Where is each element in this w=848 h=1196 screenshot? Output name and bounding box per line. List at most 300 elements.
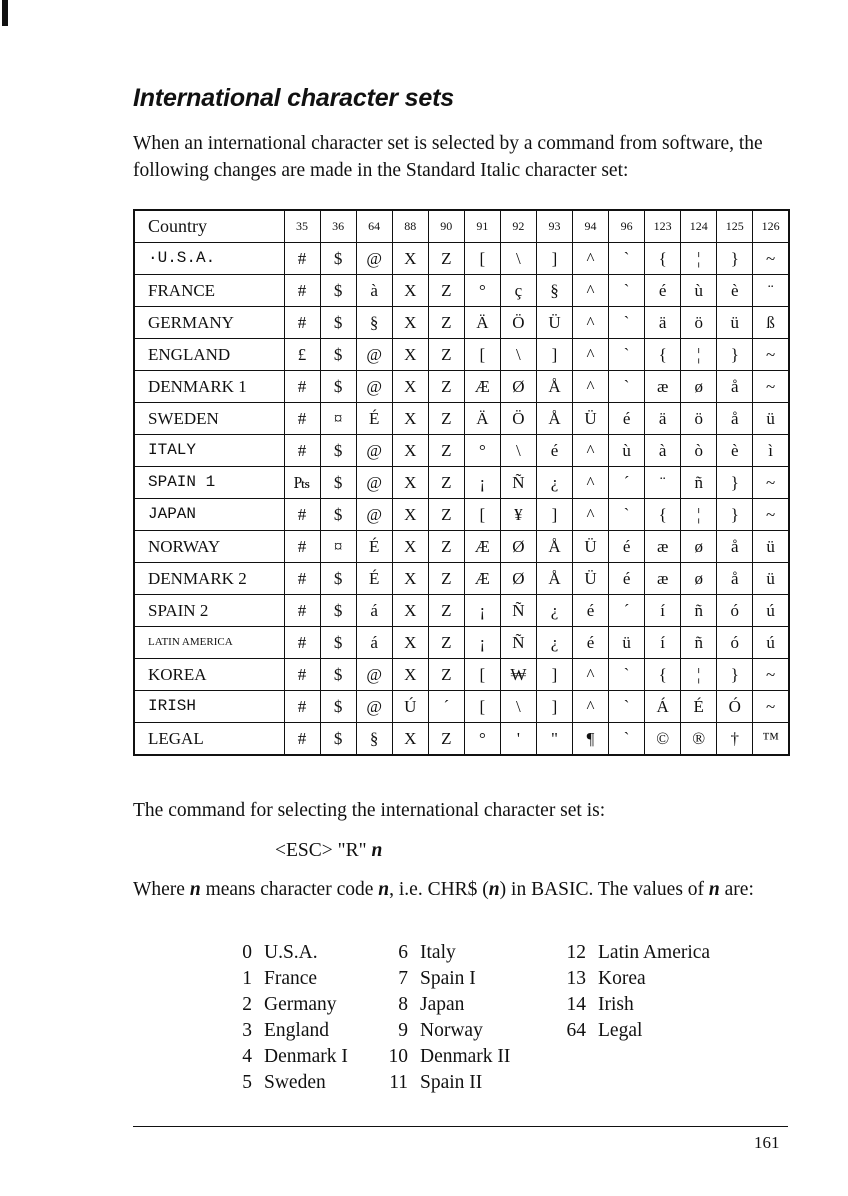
char-cell: æ [645,563,681,595]
country-cell: IRISH [134,691,284,723]
char-cell: X [392,499,428,531]
code-column-header: 91 [464,210,500,243]
char-cell: $ [320,339,356,371]
table-row [134,627,789,659]
char-cell: ¿ [536,627,572,659]
table-row [134,307,789,339]
char-cell: ø [681,563,717,595]
char-cell: ~ [753,339,789,371]
country-cell: SPAIN 2 [134,595,284,627]
char-cell: ¡ [464,627,500,659]
char-cell: X [392,723,428,756]
char-cell: @ [356,467,392,499]
char-cell: # [284,371,320,403]
char-cell: \ [500,435,536,467]
char-cell: é [609,403,645,435]
values-column [386,940,510,1096]
param-n: n [488,879,500,900]
country-cell: ·U.S.A. [134,243,284,275]
code-column-header: 123 [645,210,681,243]
value-item: 8 Japan [398,994,465,1015]
code-column-header: 94 [573,210,609,243]
char-cell: ¨ [753,275,789,307]
code-column-header: 93 [536,210,572,243]
char-cell: ® [681,723,717,756]
code-column-header: 126 [753,210,789,243]
value-item: 64 Legal [566,1020,643,1041]
char-cell: @ [356,659,392,691]
char-cell: Ú [392,691,428,723]
char-cell: æ [645,531,681,563]
char-cell: ~ [753,243,789,275]
table-row [134,243,789,275]
char-cell: ~ [753,499,789,531]
code-column-header: 96 [609,210,645,243]
char-cell: à [356,275,392,307]
char-cell: X [392,627,428,659]
country-cell: FRANCE [134,275,284,307]
char-cell: Ü [573,531,609,563]
char-cell: ö [681,307,717,339]
char-cell: ¦ [681,499,717,531]
char-cell: é [536,435,572,467]
country-cell: ENGLAND [134,339,284,371]
page-title: International character sets [133,84,454,112]
char-cell: $ [320,499,356,531]
char-cell: ¦ [681,339,717,371]
char-cell: $ [320,275,356,307]
char-cell: # [284,307,320,339]
char-cell: } [717,243,753,275]
char-cell: ¥ [500,499,536,531]
command-intro: The command for selecting the international character set is: [133,800,606,821]
char-cell: ¿ [536,595,572,627]
char-cell: # [284,691,320,723]
char-cell: Æ [464,531,500,563]
char-cell: $ [320,691,356,723]
value-item: 11 Spain II [389,1072,483,1093]
char-cell: å [717,371,753,403]
char-cell: ´ [609,467,645,499]
char-cell: ^ [573,467,609,499]
char-cell: ñ [681,467,717,499]
char-cell: Å [536,371,572,403]
char-cell: Z [428,563,464,595]
char-cell: # [284,563,320,595]
char-cell: ] [536,499,572,531]
table-body [134,243,789,756]
char-cell: ] [536,243,572,275]
where-text: Where [133,879,190,900]
char-cell: ¦ [681,659,717,691]
char-cell: $ [320,307,356,339]
char-cell: X [392,563,428,595]
char-cell: ™ [753,723,789,756]
table-row [134,691,789,723]
values-column [564,940,710,1044]
char-cell: # [284,659,320,691]
char-cell: [ [464,243,500,275]
table-row [134,435,789,467]
char-cell: ` [609,339,645,371]
char-cell: ñ [681,627,717,659]
char-cell: í [645,627,681,659]
char-cell: ° [464,275,500,307]
code-column-header: 88 [392,210,428,243]
char-cell: ^ [573,243,609,275]
char-cell: Z [428,723,464,756]
char-cell: Ä [464,403,500,435]
char-cell: Å [536,403,572,435]
char-cell: ` [609,723,645,756]
char-cell: # [284,403,320,435]
code-column-header: 90 [428,210,464,243]
char-cell: Z [428,467,464,499]
char-cell: å [717,563,753,595]
char-cell: ¶ [573,723,609,756]
table-row [134,339,789,371]
command-parameter: n [371,840,383,861]
char-cell: ] [536,659,572,691]
value-item: 3 England [242,1020,329,1041]
char-cell: $ [320,563,356,595]
char-cell: Z [428,499,464,531]
value-item: 1 France [242,968,318,989]
char-cell: @ [356,339,392,371]
table-row [134,467,789,499]
value-item: 2 Germany [242,994,337,1015]
char-cell: é [609,531,645,563]
char-cell: { [645,499,681,531]
char-cell: É [356,403,392,435]
char-cell: ^ [573,275,609,307]
char-cell: ¨ [645,467,681,499]
value-item: 10 Denmark II [388,1046,511,1067]
char-cell: Ø [500,563,536,595]
char-cell: Z [428,307,464,339]
param-n: n [708,879,720,900]
char-cell: { [645,659,681,691]
char-cell: Z [428,595,464,627]
char-cell: ` [609,243,645,275]
country-column-header: Country [134,210,284,243]
code-column-header: 35 [284,210,320,243]
char-cell: Z [428,275,464,307]
char-cell: [ [464,339,500,371]
char-cell: Z [428,659,464,691]
char-cell: ~ [753,691,789,723]
char-cell: É [356,563,392,595]
char-cell: ~ [753,659,789,691]
char-cell: á [356,595,392,627]
char-cell: ° [464,723,500,756]
char-cell: " [536,723,572,756]
char-cell: X [392,275,428,307]
char-cell: ' [500,723,536,756]
char-cell: @ [356,243,392,275]
char-cell: Ö [500,307,536,339]
char-cell: \ [500,339,536,371]
table-row [134,499,789,531]
char-cell: ò [681,435,717,467]
char-cell: ö [681,403,717,435]
table-row [134,723,789,756]
char-cell: Å [536,563,572,595]
table-header-row [134,210,789,243]
char-cell: X [392,595,428,627]
char-cell: é [573,627,609,659]
char-cell: ^ [573,691,609,723]
char-cell: { [645,339,681,371]
where-text: are: [719,879,754,900]
param-n: n [378,879,390,900]
char-cell: ^ [573,435,609,467]
char-cell: Z [428,435,464,467]
where-text: means character code [200,879,379,900]
char-cell: $ [320,467,356,499]
char-cell: í [645,595,681,627]
char-cell: X [392,435,428,467]
char-cell: \ [500,691,536,723]
value-item: 12 Latin America [566,942,711,963]
char-cell: { [645,243,681,275]
char-cell: Ñ [500,595,536,627]
country-cell: JAPAN [134,499,284,531]
char-cell: ] [536,339,572,371]
char-cell: ^ [573,307,609,339]
char-cell: } [717,659,753,691]
char-cell: è [717,435,753,467]
char-cell: ^ [573,339,609,371]
char-cell: Æ [464,563,500,595]
where-paragraph [133,876,803,903]
char-cell: Ø [500,531,536,563]
char-cell: ä [645,307,681,339]
table-row [134,371,789,403]
country-cell: GERMANY [134,307,284,339]
char-cell: ü [753,531,789,563]
char-cell: Ü [536,307,572,339]
param-n: n [189,879,201,900]
char-cell: ñ [681,595,717,627]
char-cell: # [284,627,320,659]
char-cell: à [645,435,681,467]
char-cell: ₧ [284,467,320,499]
char-cell: ` [609,499,645,531]
country-cell: KOREA [134,659,284,691]
char-cell: ç [500,275,536,307]
char-cell: $ [320,627,356,659]
char-cell: ä [645,403,681,435]
char-cell: á [356,627,392,659]
char-cell: Å [536,531,572,563]
char-cell: } [717,499,753,531]
char-cell: \ [500,243,536,275]
command-syntax [275,840,382,862]
code-column-header: 125 [717,210,753,243]
where-text: , i.e. CHR$ ( [389,879,489,900]
char-cell: ì [753,435,789,467]
table-row [134,275,789,307]
char-cell: ° [464,435,500,467]
char-cell: ` [609,371,645,403]
char-cell: ¿ [536,467,572,499]
char-cell: ú [753,627,789,659]
char-cell: ` [609,275,645,307]
char-cell: æ [645,371,681,403]
char-cell: ù [609,435,645,467]
char-cell: ù [681,275,717,307]
char-cell: # [284,595,320,627]
char-cell: } [717,339,753,371]
char-cell: ¡ [464,595,500,627]
country-cell: DENMARK 1 [134,371,284,403]
value-item: 5 Sweden [242,1072,326,1093]
char-cell: # [284,243,320,275]
char-cell: # [284,723,320,756]
char-cell: $ [320,723,356,756]
char-cell: ü [753,563,789,595]
value-item: 9 Norway [398,1020,483,1041]
char-cell: # [284,531,320,563]
char-cell: X [392,339,428,371]
char-cell: ø [681,371,717,403]
char-cell: ¦ [681,243,717,275]
char-cell: X [392,659,428,691]
char-cell: X [392,243,428,275]
char-cell: ¤ [320,403,356,435]
char-cell: ú [753,595,789,627]
char-cell: [ [464,691,500,723]
char-cell: ¤ [320,531,356,563]
char-cell: § [536,275,572,307]
country-cell: LEGAL [134,723,284,756]
char-cell: $ [320,659,356,691]
char-cell: $ [320,595,356,627]
command-text: <ESC> "R" [275,840,367,861]
char-cell: Z [428,339,464,371]
code-column-header: 64 [356,210,392,243]
char-cell: å [717,531,753,563]
character-set-table [133,209,790,756]
char-cell: £ [284,339,320,371]
char-cell: ~ [753,467,789,499]
table-row [134,659,789,691]
char-cell: ü [609,627,645,659]
char-cell: @ [356,499,392,531]
values-column [238,940,348,1096]
code-column-header: 92 [500,210,536,243]
char-cell: X [392,467,428,499]
char-cell: ` [609,691,645,723]
char-cell: ^ [573,499,609,531]
char-cell: [ [464,499,500,531]
char-cell: $ [320,243,356,275]
char-cell: Ó [717,691,753,723]
value-item: 14 Irish [566,994,634,1015]
char-cell: $ [320,435,356,467]
char-cell: Ä [464,307,500,339]
value-item: 4 Denmark I [242,1046,348,1067]
char-cell: † [717,723,753,756]
char-cell: Z [428,243,464,275]
char-cell: X [392,403,428,435]
char-cell: # [284,435,320,467]
footer-rule [133,1126,788,1127]
char-cell: @ [356,435,392,467]
char-cell: Ñ [500,467,536,499]
country-cell: DENMARK 2 [134,563,284,595]
char-cell: ø [681,531,717,563]
country-cell: NORWAY [134,531,284,563]
char-cell: ß [753,307,789,339]
char-cell: Ñ [500,627,536,659]
where-text: ) in BASIC. The values of [499,879,709,900]
char-cell: ´ [428,691,464,723]
char-cell: ¡ [464,467,500,499]
char-cell: @ [356,371,392,403]
char-cell: Æ [464,371,500,403]
value-item: 7 Spain I [398,968,476,989]
country-cell: LATIN AMERICA [134,627,284,659]
char-cell: Ü [573,403,609,435]
char-cell: ó [717,595,753,627]
char-cell: ^ [573,371,609,403]
table-row [134,595,789,627]
char-cell: # [284,499,320,531]
char-cell: é [573,595,609,627]
char-cell: Ö [500,403,536,435]
char-cell: Á [645,691,681,723]
value-item: 13 Korea [566,968,646,989]
char-cell: Z [428,403,464,435]
char-cell: ^ [573,659,609,691]
char-cell: ` [609,659,645,691]
char-cell: § [356,307,392,339]
char-cell: ₩ [500,659,536,691]
char-cell: ü [753,403,789,435]
char-cell: ó [717,627,753,659]
char-cell: } [717,467,753,499]
char-cell: # [284,275,320,307]
char-cell: [ [464,659,500,691]
char-cell: Z [428,627,464,659]
country-cell: ITALY [134,435,284,467]
table-row [134,563,789,595]
table-row [134,403,789,435]
char-cell: ´ [609,595,645,627]
table-row [134,531,789,563]
margin-mark [2,0,8,26]
char-cell: § [356,723,392,756]
value-item: 6 Italy [398,942,456,963]
char-cell: $ [320,371,356,403]
char-cell: ` [609,307,645,339]
char-cell: É [681,691,717,723]
char-cell: é [609,563,645,595]
char-cell: Ü [573,563,609,595]
char-cell: X [392,531,428,563]
char-cell: X [392,371,428,403]
char-cell: è [717,275,753,307]
char-cell: Z [428,371,464,403]
char-cell: ~ [753,371,789,403]
country-cell: SWEDEN [134,403,284,435]
char-cell: É [356,531,392,563]
code-column-header: 36 [320,210,356,243]
char-cell: ] [536,691,572,723]
country-cell: SPAIN 1 [134,467,284,499]
